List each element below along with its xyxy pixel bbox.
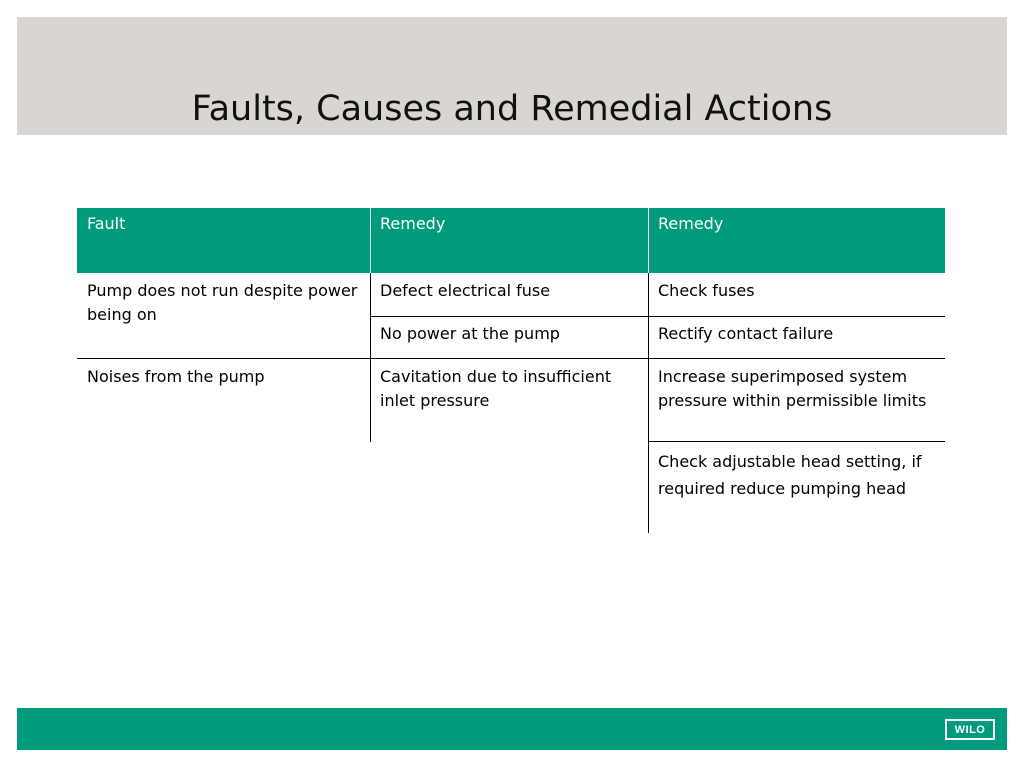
faults-table [77,208,945,538]
column-divider [648,273,649,533]
remedy-cell: Check adjustable head setting, if required reduce pumping head [658,452,922,498]
row-divider [370,316,945,317]
header-fault: Fault [87,214,126,233]
cause-cell: Cavitation due to insufficient inlet pressure [380,367,612,410]
footer-band [17,708,1007,750]
remedy-cell: Increase superimposed system pressure within permissible limits [658,367,927,410]
fault-cell: Pump does not run despite power being on [87,281,358,324]
header-remedy-1: Remedy [380,214,446,233]
slide-title: Faults, Causes and Remedial Actions [191,89,833,129]
fault-cell: Noises from the pump [87,367,265,386]
remedy-cell: Rectify contact failure [658,324,834,343]
cause-cell: No power at the pump [380,324,560,343]
header-remedy-2: Remedy [658,214,724,233]
remedy-cell: Check fuses [658,281,755,300]
title-band [17,17,1007,135]
column-divider [370,273,371,442]
row-divider [648,441,945,442]
wilo-logo: WILO [945,719,995,740]
cause-cell: Defect electrical fuse [380,281,551,300]
row-divider [77,358,945,359]
table-header-row [77,208,945,273]
